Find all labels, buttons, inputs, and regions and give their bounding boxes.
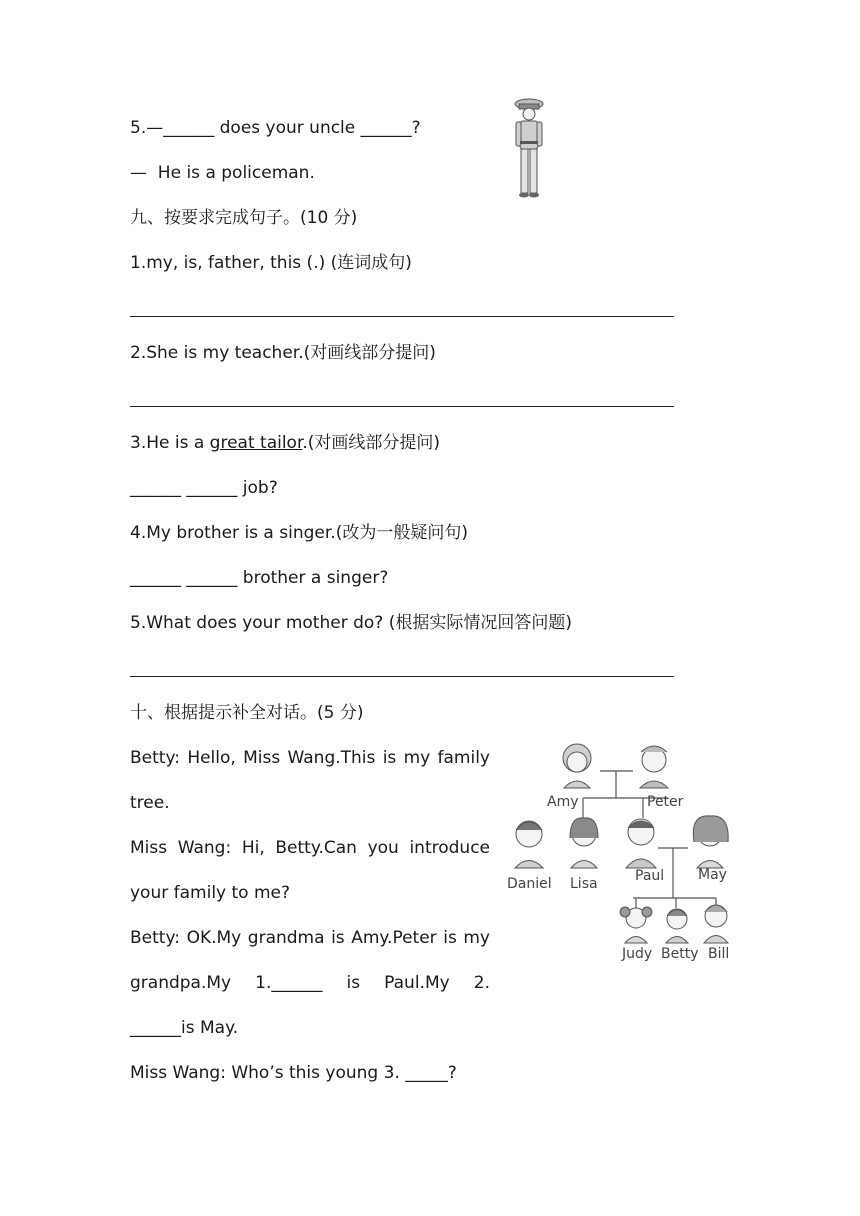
daniel-figure <box>515 821 543 868</box>
section-9-q3-answer: ______ ______ job? <box>130 478 278 498</box>
judy-figure <box>620 907 652 943</box>
tree-label-peter: Peter <box>647 794 684 810</box>
question-5-text: 5.—______ does your uncle ______? <box>130 118 421 138</box>
q3-suffix: .(对画线部分提问) <box>302 433 441 453</box>
dialogue-line-2b: your family to me? <box>130 883 291 903</box>
dialogue-line-4: Miss Wang: Who’s this young 3. _____? <box>130 1063 457 1083</box>
q3-prefix: 3.He is a <box>130 433 210 453</box>
may-figure <box>693 816 728 868</box>
betty-figure <box>666 909 688 943</box>
dialogue-line-3c: ______is May. <box>130 1018 239 1038</box>
dialogue-line-1: Betty: Hello, Miss Wang.This is my family <box>130 748 490 768</box>
amy-figure <box>563 744 591 788</box>
lisa-figure <box>570 818 598 868</box>
tree-label-daniel: Daniel <box>507 876 552 892</box>
family-tree-illustration <box>498 738 743 968</box>
section-9-q4-answer: ______ ______ brother a singer? <box>130 568 389 588</box>
tree-label-betty: Betty <box>661 946 699 962</box>
section-10-title: 十、根据提示补全对话。(5 分) <box>130 703 364 723</box>
section-9-q1: 1.my, is, father, this (.) (连词成句) <box>130 253 412 273</box>
paul-figure <box>626 819 656 868</box>
policeman-illustration <box>505 95 553 203</box>
dialogue-line-2: Miss Wang: Hi, Betty.Can you introduce <box>130 838 490 858</box>
tree-label-judy: Judy <box>622 946 653 962</box>
dialogue-line-1b: tree. <box>130 793 170 813</box>
bill-figure <box>704 905 728 943</box>
section-9-q2: 2.She is my teacher.(对画线部分提问) <box>130 343 436 363</box>
answer-line-2 <box>130 406 674 407</box>
section-9-title: 九、按要求完成句子。(10 分) <box>130 208 358 228</box>
answer-line-3 <box>130 676 674 677</box>
dialogue-line-3: Betty: OK.My grandma is Amy.Peter is my <box>130 928 490 948</box>
question-5-answer: — He is a policeman. <box>130 163 315 183</box>
tree-label-amy: Amy <box>547 794 579 810</box>
section-9-q4: 4.My brother is a singer.(改为一般疑问句) <box>130 523 468 543</box>
tree-label-bill: Bill <box>708 946 730 962</box>
tree-label-lisa: Lisa <box>570 876 598 892</box>
tree-label-paul: Paul <box>635 868 665 884</box>
section-9-q3 <box>130 432 440 454</box>
answer-line-1 <box>130 316 674 317</box>
peter-figure <box>640 746 668 788</box>
dialogue-line-3b: grandpa.My 1.______ is Paul.My 2. <box>130 973 490 993</box>
tree-label-may: May <box>698 867 727 883</box>
section-9-q5: 5.What does your mother do? (根据实际情况回答问题) <box>130 613 572 633</box>
q3-underlined-phrase: great tailor <box>209 433 303 453</box>
